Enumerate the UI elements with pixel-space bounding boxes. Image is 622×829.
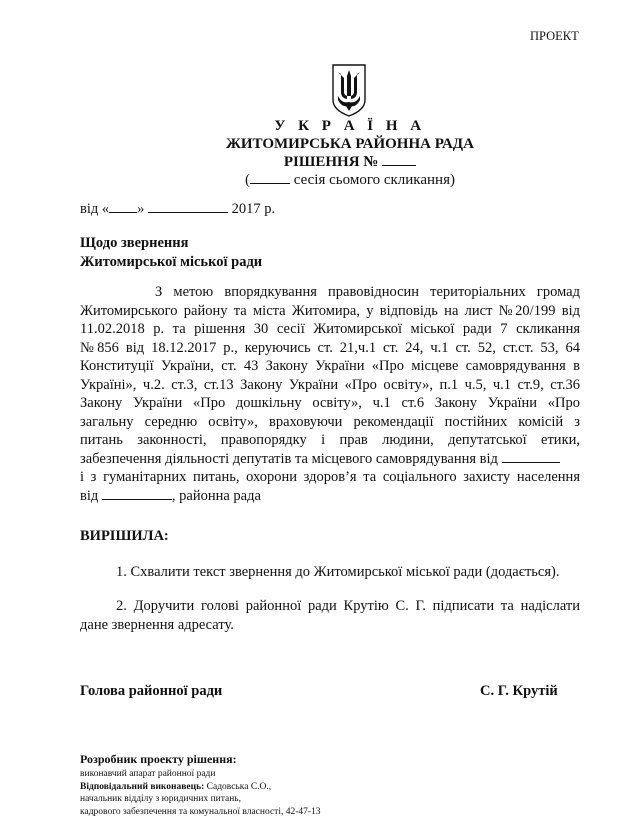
subject-line-2: Житомирської міської ради [80, 254, 263, 270]
signatory-name: С. Г. Крутій [480, 683, 558, 699]
decision-heading [0, 154, 622, 171]
commission-date-blank [502, 461, 560, 463]
session-number-blank [250, 182, 290, 184]
commission-date-blank-2 [102, 498, 172, 500]
body-line: питань законності, правопорядку і прав людини, депутатської етики, [80, 432, 580, 448]
responsible-name: Садовська С.О., [204, 781, 272, 792]
body-line-text: від [80, 487, 99, 504]
signatory-position: Голова районної ради [80, 683, 223, 699]
body-line: Закону України «Про дошкільну освіту», ч.1 ст.6 Закону України «Про [80, 395, 580, 411]
body-line: З метою впорядкування правовідносин територіальних громад [155, 284, 580, 300]
subject-block [80, 234, 262, 272]
body-line: №856 від 18.12.2017 р., керуючись ст. 21,ч.1 ст. 24, ч.1 ст. 52, ст.ст. 53, 64 [80, 339, 580, 356]
body-line: Конституції України, ст. 43 Закону України «Про місцеве самоврядування в [80, 358, 580, 374]
developer-title: Розробник проекту рішення: [80, 752, 237, 766]
body-line [80, 487, 580, 506]
developer-line: кадрового забезпечення та комунальної власності, 42-47-13 [80, 806, 321, 817]
date-year: 2017 р. [228, 201, 276, 217]
developer-details [80, 768, 321, 818]
session-line [0, 172, 622, 189]
body-line [80, 450, 580, 469]
body-line-text: , районна рада [171, 487, 261, 504]
resolved-heading: ВИРІШИЛА: [80, 528, 169, 544]
decision-number-blank [382, 164, 416, 166]
body-line: загальну середню освіту», враховуючи рекомендації постійних комісій з [80, 413, 580, 430]
session-open: ( [245, 172, 251, 188]
body-line-text: забезпечення діяльності депутатів та місцевого самоврядування від [80, 450, 498, 467]
body-line: 11.02.2018 р. та рішення 30 сесії Житомирської міської ради 7 скликання [80, 321, 580, 337]
body-line: Житомирського району та міста Житомира, у відповідь на лист №20/199 від [80, 302, 580, 319]
resolution-item-1: 1. Схвалити текст звернення до Житомирської міської ради (додається). [116, 564, 560, 580]
preamble-text [80, 283, 580, 505]
resolution-item-2: 2. Доручити голові районної ради Крутію С. Г. підписати та надіслати дане звернення адресату. [80, 598, 580, 633]
developer-line: виконавчий апарат районної ради [80, 769, 216, 779]
subject-line-1: Щодо звернення [80, 235, 189, 251]
trident-coat-of-arms-icon [330, 62, 368, 118]
responsible-label: Відповідальний виконавець: [80, 781, 205, 792]
body-line: Україні», ч.2. ст.3, ст.13 Закону України «Про освіту», п.1 ч.5, ч.1 ст.9, ст.36 [80, 376, 580, 393]
date-mid: » [137, 201, 145, 217]
month-blank [148, 211, 228, 213]
date-line [80, 201, 275, 218]
body-line: і з гуманітарних питань, охорони здоров’я та соціального захисту населення [80, 469, 580, 485]
responsible-line [80, 781, 321, 794]
day-blank [109, 211, 137, 213]
decision-label: РІШЕННЯ № [283, 154, 379, 170]
session-text: сесія сьомого скликання) [290, 172, 455, 188]
draft-label: ПРОЕКТ [530, 29, 579, 43]
developer-line: начальник відділу з юридичних питань, [80, 794, 242, 804]
country-heading: У К Р А Ї Н А [274, 118, 426, 134]
date-prefix: від « [80, 201, 110, 217]
council-heading: ЖИТОМИРСЬКА РАЙОННА РАДА [226, 136, 474, 152]
